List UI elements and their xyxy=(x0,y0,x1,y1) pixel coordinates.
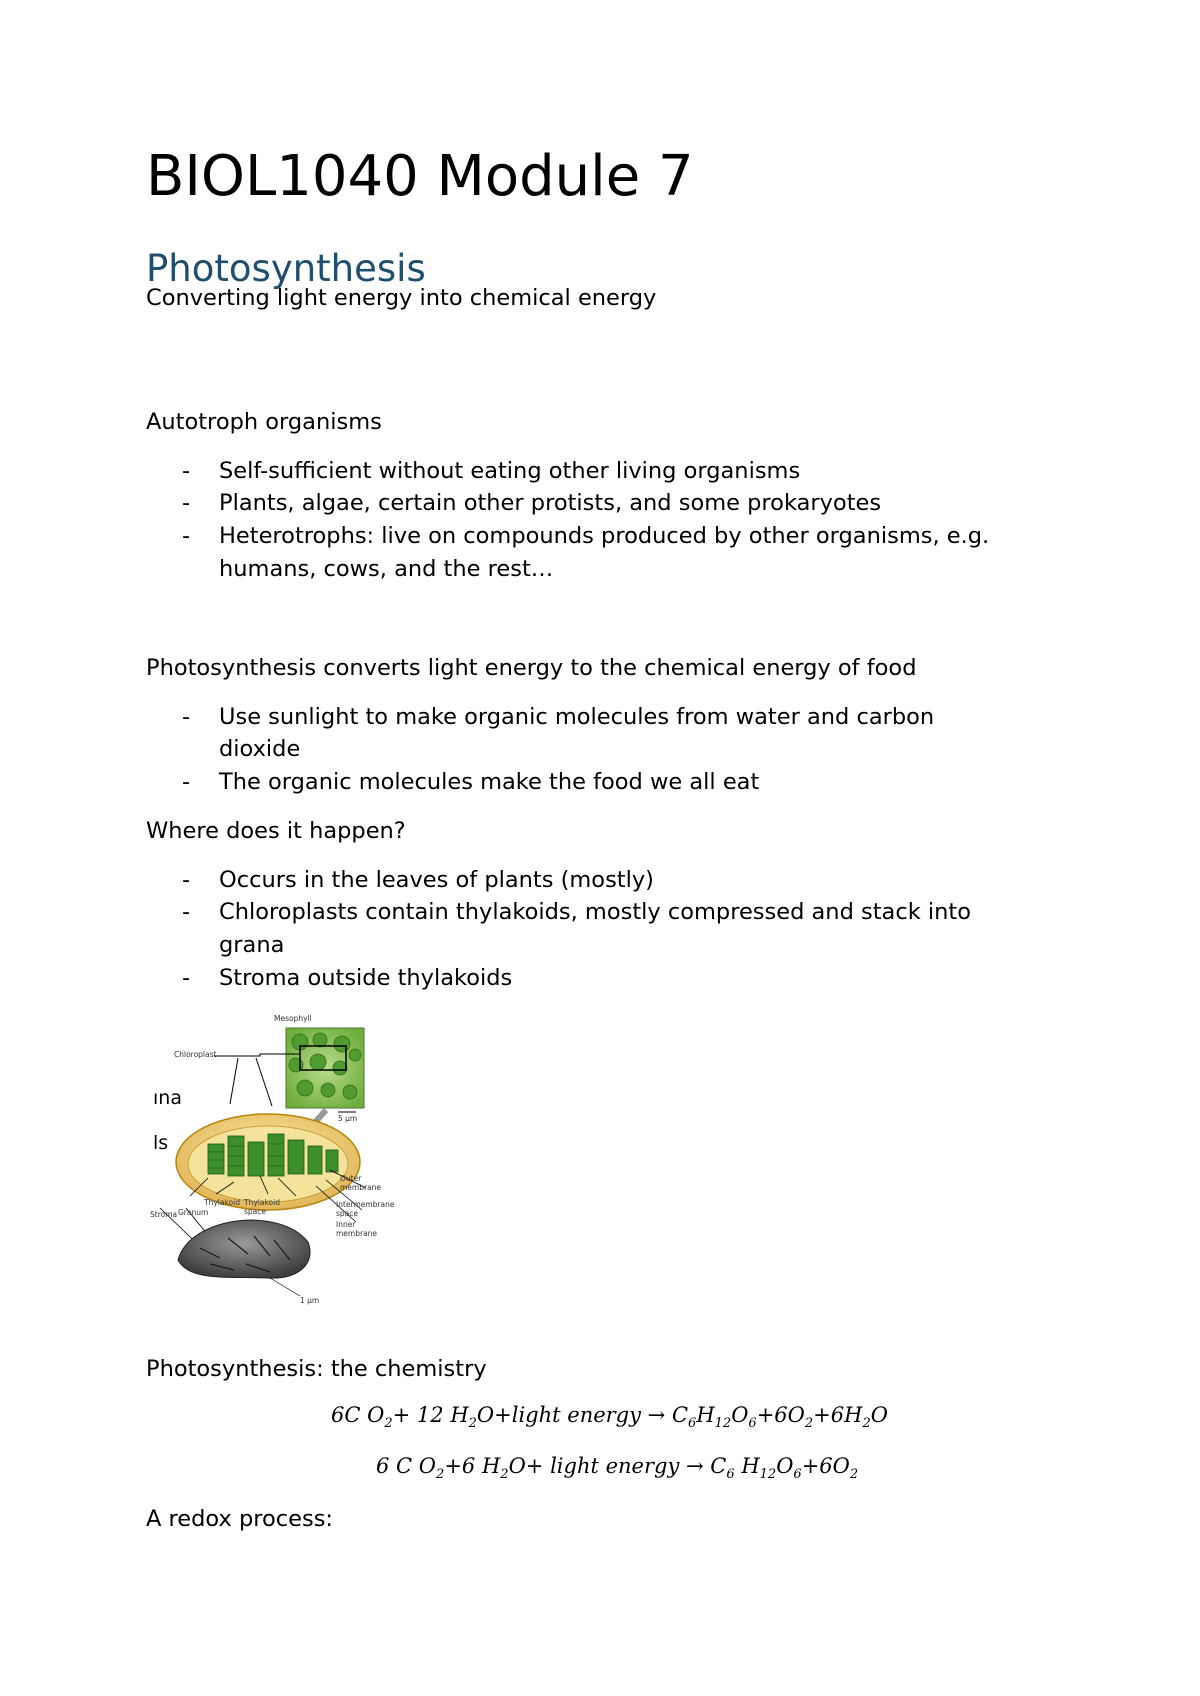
figure-label: Granum xyxy=(178,1208,209,1217)
cropped-label: ına xyxy=(153,1087,182,1109)
figure-label: Stroma xyxy=(150,1210,178,1219)
figure-label: Inner membrane xyxy=(336,1220,378,1238)
figure-label: Chloroplast xyxy=(174,1050,217,1059)
figure-label: 5 µm xyxy=(338,1114,358,1123)
intro-text: Converting light energy into chemical energy xyxy=(146,285,657,311)
section-heading: Photosynthesis xyxy=(146,247,426,290)
figure-label: Outer membrane xyxy=(340,1174,382,1192)
equation-2: 6 C $O_2+6$ $H_2O+$ light energy → $C_6$ $H_{12}O_6+6O_2$ xyxy=(376,1454,859,1483)
list-item-text: The organic molecules make the food we all eat xyxy=(219,769,760,795)
figure-label: Mesophyll xyxy=(274,1014,312,1023)
chloroplast-figure xyxy=(150,1010,420,1310)
figure-label: Intermembrane space xyxy=(336,1200,395,1218)
list-item-text: Use sunlight to make organic molecules from water and carbon xyxy=(219,704,935,730)
bullet-dash: - xyxy=(182,490,191,516)
cropped-label: ls xyxy=(153,1132,169,1154)
figure-label: Thylakoid xyxy=(204,1198,240,1207)
redox-heading: A redox process: xyxy=(146,1506,334,1532)
bullet-dash: - xyxy=(182,704,191,730)
bullet-dash: - xyxy=(182,965,191,991)
bullet-dash: - xyxy=(182,867,191,893)
figure-label: Thylakoid space xyxy=(244,1198,280,1216)
bullet-dash: - xyxy=(182,523,191,549)
list-item-text: Chloroplasts contain thylakoids, mostly compressed and stack into xyxy=(219,899,971,925)
page-title: BIOL1040 Module 7 xyxy=(146,144,694,209)
converts-heading: Photosynthesis converts light energy to the chemical energy of food xyxy=(146,655,917,681)
equation-1: 6C $O_2+ 12$ $H_2O+light$ energy → $C_6H_{12}O_6+6O_2+6H_2O$ xyxy=(331,1403,888,1432)
figure-label: 1 µm xyxy=(300,1296,320,1305)
list-item-text: Self-sufficient without eating other living organisms xyxy=(219,458,801,484)
autotroph-heading: Autotroph organisms xyxy=(146,409,382,435)
list-item-text: humans, cows, and the rest… xyxy=(219,556,554,582)
list-item-text: Occurs in the leaves of plants (mostly) xyxy=(219,867,654,893)
list-item-text: Plants, algae, certain other protists, and some prokaryotes xyxy=(219,490,882,516)
list-item-text: grana xyxy=(219,932,285,958)
bullet-dash: - xyxy=(182,458,191,484)
list-item-text: Heterotrophs: live on compounds produced by other organisms, e.g. xyxy=(219,523,990,549)
list-item-text: dioxide xyxy=(219,736,301,762)
chemistry-heading: Photosynthesis: the chemistry xyxy=(146,1356,487,1382)
bullet-dash: - xyxy=(182,899,191,925)
where-heading: Where does it happen? xyxy=(146,818,406,844)
bullet-dash: - xyxy=(182,769,191,795)
list-item-text: Stroma outside thylakoids xyxy=(219,965,513,991)
